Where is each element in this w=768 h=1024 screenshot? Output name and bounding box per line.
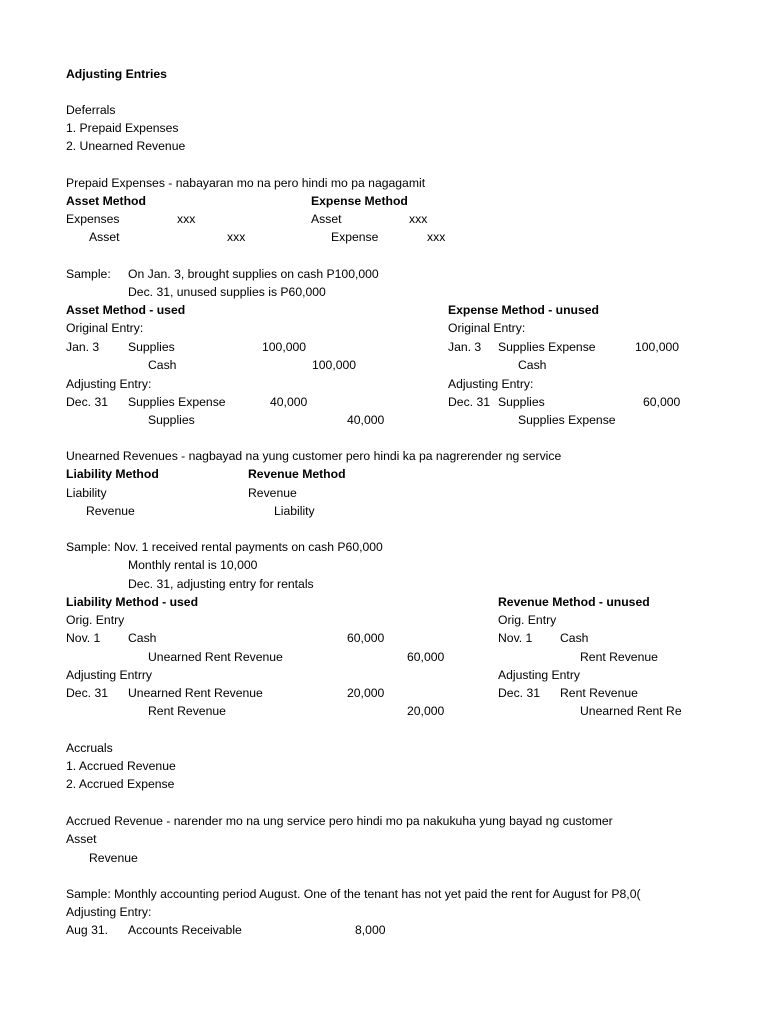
journal-credit-account: Cash — [518, 358, 547, 372]
journal-credit-account: Unearned Rent Re — [580, 704, 682, 718]
journal-credit-account: Unearned Rent Revenue — [148, 650, 283, 664]
entry-label: Orig. Entry — [498, 613, 557, 627]
journal-credit-account: Supplies — [148, 413, 195, 427]
entry-label: Adjusting Entry: — [66, 905, 152, 919]
entry-label: Adjusting Entry: — [66, 377, 152, 391]
revenue-method-heading: Revenue Method — [248, 467, 346, 481]
journal-debit-account: Supplies Expense — [498, 340, 596, 354]
asset-used-heading: Asset Method - used — [66, 303, 186, 317]
journal-amount: xxx — [227, 230, 246, 244]
journal-amount: 40,000 — [270, 395, 308, 409]
revenue-unused-heading: Revenue Method - unused — [498, 595, 650, 609]
journal-amount: 100,000 — [262, 340, 307, 354]
deferrals-heading: Deferrals — [66, 103, 116, 117]
journal-credit-account: Rent Revenue — [148, 704, 226, 718]
journal-amount: 60,000 — [407, 650, 445, 664]
journal-debit-account: Cash — [128, 631, 157, 645]
liability-used-heading: Liability Method - used — [66, 595, 199, 609]
journal-credit-account: Expense — [331, 230, 379, 244]
asset-method-heading: Asset Method — [66, 194, 146, 208]
entry-date: Dec. 31 — [66, 395, 109, 409]
entry-date: Jan. 3 — [448, 340, 482, 354]
journal-amount: xxx — [409, 212, 428, 226]
sample-text: Monthly rental is 10,000 — [128, 558, 258, 572]
journal-amount: 40,000 — [347, 413, 385, 427]
entry-label: Adjusting Entrry — [66, 668, 153, 682]
journal-debit-account: Revenue — [248, 486, 297, 500]
journal-debit-account: Cash — [560, 631, 589, 645]
page-title: Adjusting Entries — [66, 67, 167, 81]
sample-text: Sample: Nov. 1 received rental payments on cash P60,000 — [66, 540, 383, 554]
entry-label: Adjusting Entry — [498, 668, 580, 682]
entry-date: Dec. 31 — [498, 686, 541, 700]
journal-amount: 8,000 — [355, 923, 386, 937]
deferrals-item: 2. Unearned Revenue — [66, 139, 186, 153]
expense-unused-heading: Expense Method - unused — [448, 303, 600, 317]
journal-debit-account: Asset — [66, 832, 97, 846]
journal-amount: 20,000 — [407, 704, 445, 718]
sample-text: Dec. 31, unused supplies is P60,000 — [128, 285, 326, 299]
journal-amount: 100,000 — [635, 340, 680, 354]
journal-amount: 100,000 — [312, 358, 357, 372]
journal-debit-account: Liability — [66, 486, 107, 500]
entry-label: Original Entry: — [66, 321, 144, 335]
journal-debit-account: Unearned Rent Revenue — [128, 686, 263, 700]
entry-date: Nov. 1 — [66, 631, 101, 645]
journal-amount: xxx — [177, 212, 196, 226]
deferrals-item: 1. Prepaid Expenses — [66, 121, 179, 135]
journal-credit-account: Supplies Expense — [518, 413, 616, 427]
sample-label: Sample: — [66, 267, 111, 281]
journal-amount: 60,000 — [347, 631, 385, 645]
liability-method-heading: Liability Method — [66, 467, 159, 481]
entry-label: Orig. Entry — [66, 613, 125, 627]
journal-amount: xxx — [427, 230, 446, 244]
entry-date: Aug 31. — [66, 923, 109, 937]
journal-amount: 20,000 — [347, 686, 385, 700]
journal-debit-account: Accounts Receivable — [128, 923, 242, 937]
journal-credit-account: Liability — [274, 504, 315, 518]
accruals-heading: Accruals — [66, 741, 113, 755]
sample-text: On Jan. 3, brought supplies on cash P100,000 — [128, 267, 379, 281]
journal-debit-account: Supplies Expense — [128, 395, 226, 409]
accrued-revenue-definition: Accrued Revenue - narender mo na ung service pero hindi mo pa nakukuha yung bayad ng customer — [66, 814, 613, 828]
journal-debit-account: Supplies — [498, 395, 545, 409]
entry-label: Original Entry: — [448, 321, 526, 335]
accruals-item: 1. Accrued Revenue — [66, 759, 176, 773]
accruals-item: 2. Accrued Expense — [66, 777, 175, 791]
journal-amount: 60,000 — [643, 395, 681, 409]
journal-credit-account: Asset — [89, 230, 120, 244]
expense-method-heading: Expense Method — [311, 194, 408, 208]
journal-debit-account: Rent Revenue — [560, 686, 638, 700]
journal-debit-account: Expenses — [66, 212, 120, 226]
entry-label: Adjusting Entry: — [448, 377, 534, 391]
journal-credit-account: Revenue — [89, 851, 138, 865]
entry-date: Nov. 1 — [498, 631, 533, 645]
entry-date: Dec. 31 — [448, 395, 491, 409]
sample-text: Sample: Monthly accounting period August. One of the tenant has not yet paid the rent for August for P8,0( — [66, 887, 641, 901]
journal-debit-account: Asset — [311, 212, 342, 226]
entry-date: Dec. 31 — [66, 686, 109, 700]
entry-date: Jan. 3 — [66, 340, 100, 354]
prepaid-definition: Prepaid Expenses - nabayaran mo na pero hindi mo pa nagagamit — [66, 176, 426, 190]
journal-debit-account: Supplies — [128, 340, 175, 354]
journal-credit-account: Rent Revenue — [580, 650, 658, 664]
unearned-definition: Unearned Revenues - nagbayad na yung customer pero hindi ka pa nagrerender ng service — [66, 449, 562, 463]
journal-credit-account: Revenue — [86, 504, 135, 518]
sample-text: Dec. 31, adjusting entry for rentals — [128, 577, 314, 591]
journal-credit-account: Cash — [148, 358, 177, 372]
